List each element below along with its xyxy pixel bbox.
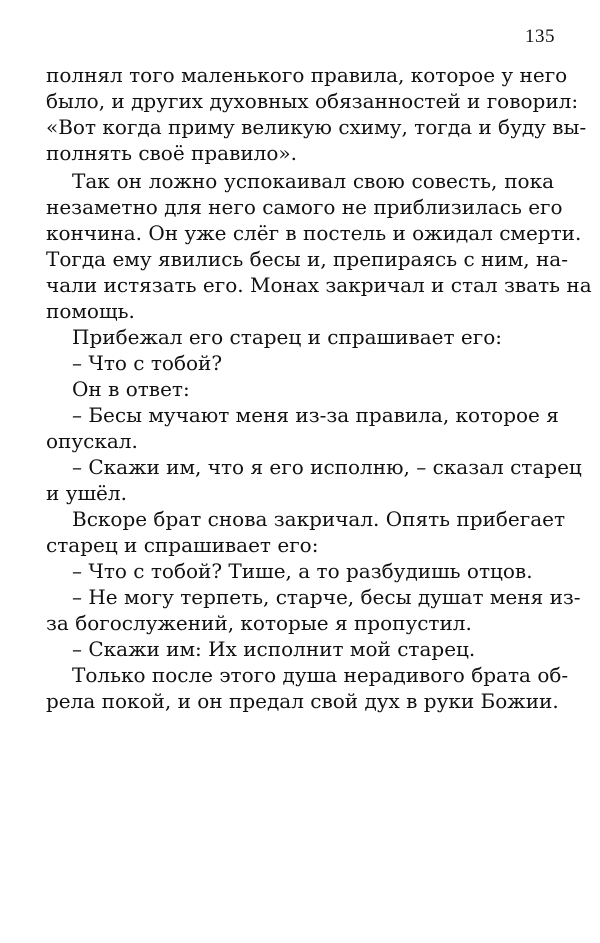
text-line: полнял того маленького правила, которое у него — [46, 63, 568, 87]
text-line: за богослужений, которые я пропустил. — [46, 611, 472, 635]
text-line: помощь. — [46, 299, 135, 323]
text-line: – Не могу терпеть, старче, бесы душат меня из- — [72, 585, 581, 609]
text-line: – Скажи им: Их исполнит мой старец. — [72, 637, 476, 661]
text-line: опускал. — [46, 429, 138, 453]
text-line: – Что с тобой? — [72, 351, 223, 375]
text-line: – Что с тобой? Тише, а то разбудишь отцов. — [72, 559, 533, 583]
text-line: Вскоре брат снова закричал. Опять прибегает — [72, 507, 566, 531]
page-number: 135 — [525, 26, 555, 47]
text-line: полнять своё правило». — [46, 141, 298, 165]
text-line: Только после этого душа нерадивого брата об- — [72, 663, 569, 687]
text-line: старец и спрашивает его: — [46, 533, 319, 557]
text-line: кончина. Он уже слёг в постель и ожидал смерти. — [46, 221, 582, 245]
text-line: – Скажи им, что я его исполню, – сказал старец — [72, 455, 582, 479]
text-line: и ушёл. — [46, 481, 127, 505]
text-line: рела покой, и он предал свой дух в руки Божии. — [46, 689, 559, 713]
text-line: чали истязать его. Монах закричал и стал звать на — [46, 273, 592, 297]
text-line: – Бесы мучают меня из-за правила, которое я — [72, 403, 559, 427]
text-line: Прибежал его старец и спрашивает его: — [72, 325, 502, 349]
text-line: Он в ответ: — [72, 377, 190, 401]
text-line: «Вот когда приму великую схиму, тогда и буду вы- — [46, 115, 587, 139]
text-line: Так он ложно успокаивал свою совесть, пока — [72, 169, 554, 193]
text-line: было, и других духовных обязанностей и говорил: — [46, 89, 579, 113]
text-line: незаметно для него самого не приблизилась его — [46, 195, 563, 219]
text-line: Тогда ему явились бесы и, препираясь с ним, на- — [46, 247, 568, 271]
